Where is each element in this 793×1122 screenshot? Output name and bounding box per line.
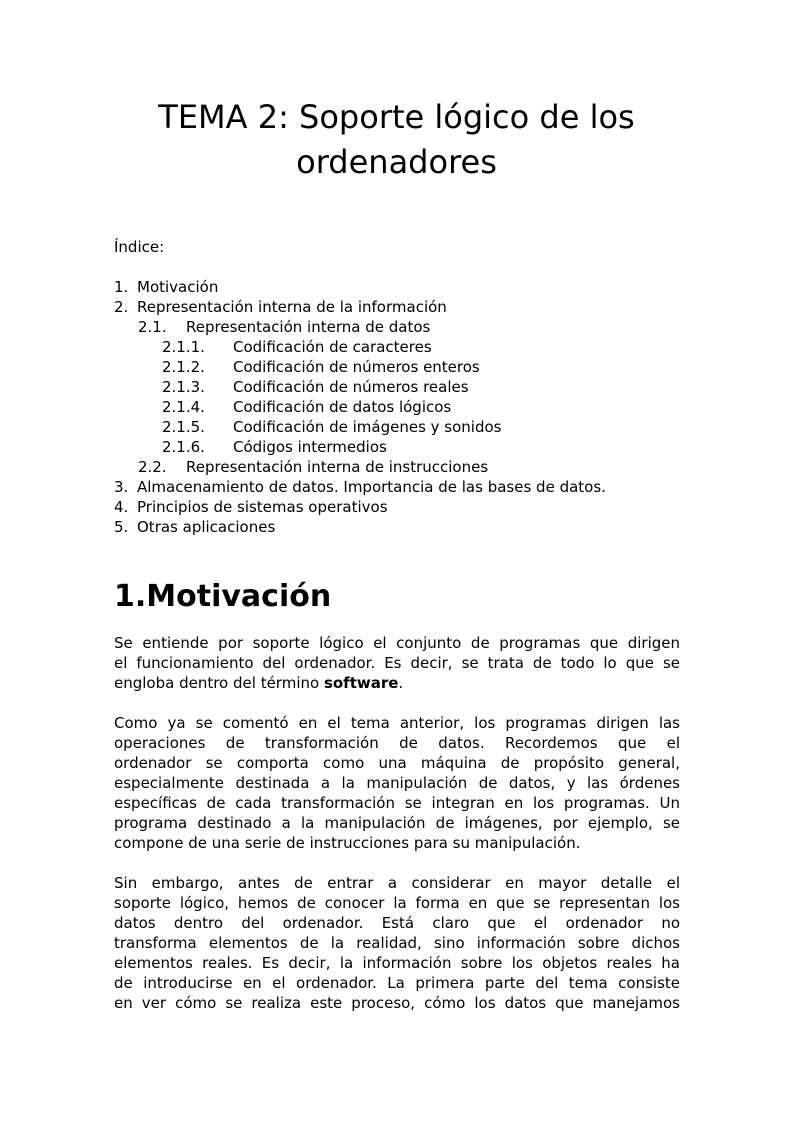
toc-item-text: Otras aplicaciones [137,518,276,536]
document-title [0,95,793,185]
toc-item-number: 5. [114,518,129,536]
paragraph-line: específicas de cada transformación se integran en los programas. Un [114,794,680,812]
paragraph-line: el funcionamiento del ordenador. Es decir, se trata de todo lo que se [114,654,680,672]
toc-item-text: Codificación de números reales [233,378,469,396]
toc-item-text: Representación interna de instrucciones [186,458,489,476]
toc-item-text: Codificación de caracteres [233,338,432,356]
toc-item-text: Motivación [137,278,219,296]
toc-item-text: Representación interna de datos [186,318,431,336]
paragraph-3 [114,873,680,1013]
section-heading: 1.Motivación [114,579,332,614]
toc-item-number: 2.1.3. [162,378,205,396]
paragraph-text: . [398,674,404,692]
document-title-line-1: TEMA 2: Soporte lógico de los [158,98,635,136]
toc-item-text: Representación interna de la información [137,298,447,316]
paragraph-line: especialmente destinada a la manipulación de datos, y las órdenes [114,774,680,792]
paragraph-line: en ver cómo se realiza este proceso, cómo los datos que manejamos [114,994,680,1012]
paragraph-line: Se entiende por soporte lógico el conjunto de programas que dirigen [114,634,680,652]
paragraph-line: operaciones de transformación de datos. Recordemos que el [114,734,680,752]
paragraph-line: soporte lógico, hemos de conocer la forma en que se representan los [114,894,680,912]
paragraph-2 [114,713,680,853]
paragraph-1 [114,633,680,693]
toc-item-number: 2. [114,298,129,316]
document-title-line-2: ordenadores [296,143,497,181]
toc-item-text: Principios de sistemas operativos [137,498,388,516]
paragraph-text: engloba dentro del término [114,674,324,692]
toc-item-number: 2.1.2. [162,358,205,376]
toc-item-number: 4. [114,498,129,516]
paragraph-line: compone de una serie de instrucciones para su manipulación. [114,834,581,852]
paragraph-line: elementos reales. Es decir, la información sobre los objetos reales ha [114,954,680,972]
toc-item-number: 3. [114,478,129,496]
paragraph-line: programa destinado a la manipulación de imágenes, por ejemplo, se [114,814,680,832]
paragraph-line: Como ya se comentó en el tema anterior, los programas dirigen las [114,714,680,732]
toc-item-text: Codificación de números enteros [233,358,480,376]
toc-item-number: 2.1.6. [162,438,205,456]
paragraph-line: ordenador se comporta como una máquina de propósito general, [114,754,680,772]
paragraph-line: datos dentro del ordenador. Está claro que el ordenador no [114,914,680,932]
toc-item-number: 2.1.1. [162,338,205,356]
toc-item-number: 1. [114,278,129,296]
paragraph-line: Sin embargo, antes de entrar a considerar en mayor detalle el [114,874,680,892]
bold-term: software [323,674,399,692]
toc-item-number: 2.1.4. [162,398,205,416]
toc-item-number: 2.1.5. [162,418,205,436]
paragraph-line: transforma elementos de la realidad, sino información sobre dichos [114,934,680,952]
toc-item-number: 2.1. [138,318,167,336]
paragraph-line: de introducirse en el ordenador. La primera parte del tema consiste [114,974,680,992]
toc-item-text: Códigos intermedios [233,438,387,456]
toc-item-number: 2.2. [138,458,167,476]
toc-item-text: Codificación de imágenes y sonidos [233,418,502,436]
toc-item-text: Codificación de datos lógicos [233,398,452,416]
paragraph-line [114,673,680,693]
toc-label: Índice: [114,238,165,256]
toc-item-text: Almacenamiento de datos. Importancia de las bases de datos. [137,478,606,496]
